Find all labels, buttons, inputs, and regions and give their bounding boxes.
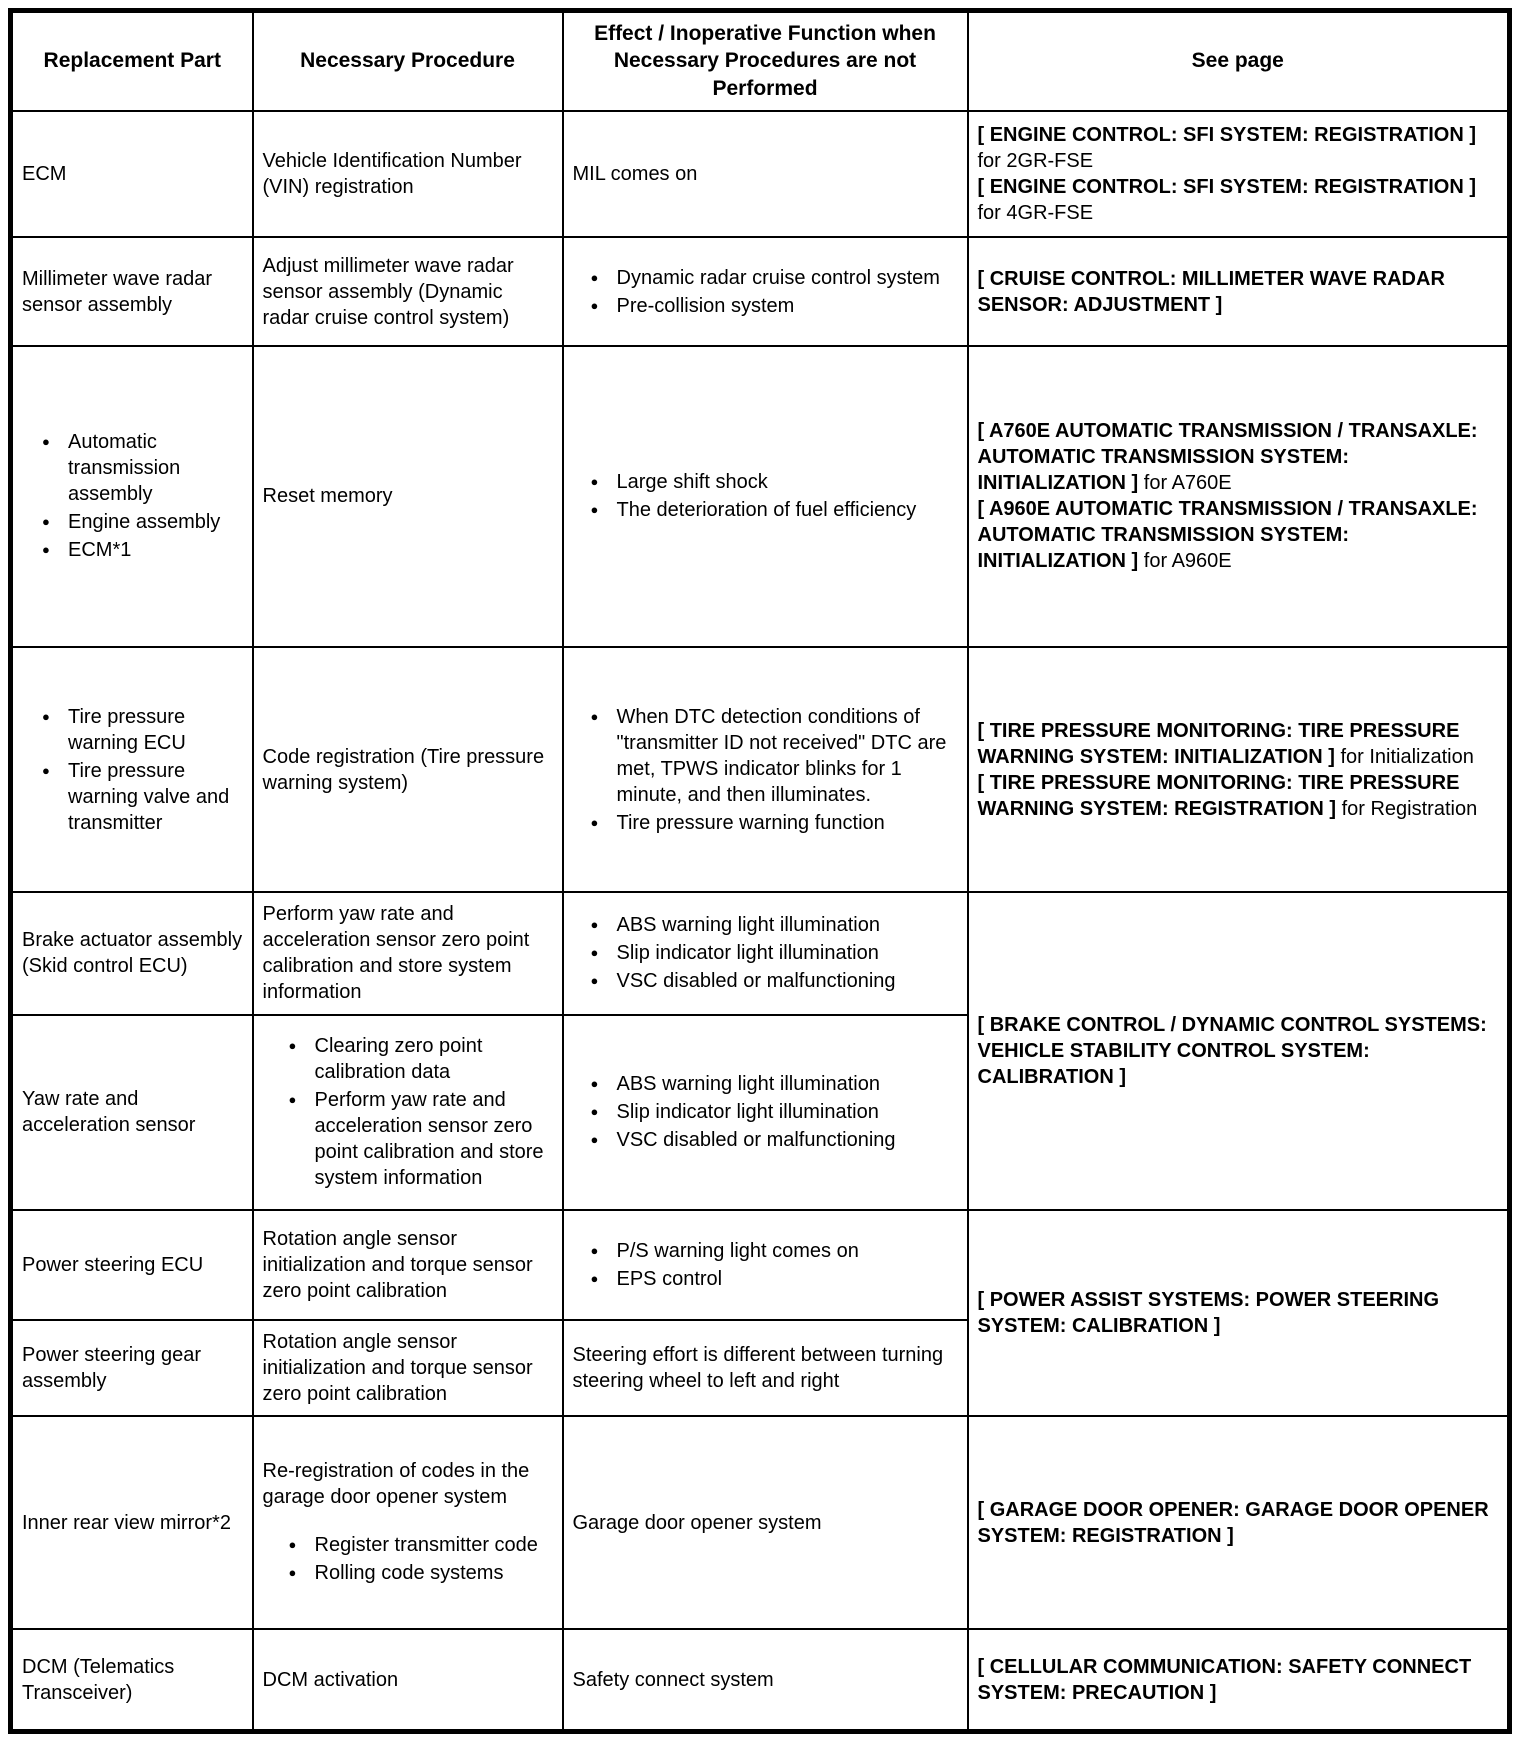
bullet-list	[22, 429, 243, 563]
reference-title: [ BRAKE CONTROL / DYNAMIC CONTROL SYSTEMS: VEHICLE STABILITY CONTROL SYSTEM: CALIBRATION ]	[977, 1014, 1487, 1089]
bullet-list	[263, 1033, 553, 1191]
bullet-icon: ●	[590, 1271, 599, 1287]
bullet-text: Large shift shock	[616, 471, 768, 494]
bullet-item	[589, 940, 958, 966]
bullet-text: P/S warning light comes on	[616, 1240, 859, 1263]
cell-text: Safety connect system	[572, 1668, 774, 1691]
reference	[978, 496, 1499, 574]
bullet-item	[589, 293, 958, 319]
see-page-refs	[978, 122, 1499, 226]
bullet-icon: ●	[590, 973, 599, 989]
cell-effect	[563, 237, 968, 345]
reference-title: [ ENGINE CONTROL: SFI SYSTEM: REGISTRATION ]	[977, 175, 1477, 198]
reference	[978, 1497, 1499, 1549]
cell-text: Vehicle Identification Number (VIN) registration	[262, 149, 522, 198]
reference-title: [ A960E AUTOMATIC TRANSMISSION / TRANSAXLE: AUTOMATIC TRANSMISSION SYSTEM: INITIALIZATION ]	[977, 498, 1478, 573]
reference-title: [ ENGINE CONTROL: SFI SYSTEM: REGISTRATION ]	[977, 123, 1477, 146]
cell-text: Power steering gear assembly	[22, 1344, 201, 1393]
bullet-item	[589, 497, 958, 523]
cell-necessary-procedure	[253, 1320, 563, 1416]
cell-necessary-procedure	[253, 647, 563, 892]
cell-text: ECM	[22, 162, 67, 185]
bullet-icon: ●	[590, 474, 599, 490]
cell-text: Garage door opener system	[572, 1511, 822, 1534]
see-page-refs	[978, 718, 1499, 822]
bullet-item	[40, 758, 243, 836]
table-row	[11, 237, 1510, 345]
cell-necessary-procedure	[253, 1015, 563, 1211]
reference-title: [ A760E AUTOMATIC TRANSMISSION / TRANSAXLE: AUTOMATIC TRANSMISSION SYSTEM: INITIALIZATION ]	[977, 420, 1478, 495]
bullet-item	[287, 1087, 553, 1191]
bullet-icon: ●	[42, 434, 50, 450]
table-row	[11, 892, 1510, 1015]
reference	[978, 1012, 1499, 1090]
table-body	[11, 111, 1510, 1732]
bullet-item	[589, 704, 958, 808]
cell-replacement-part	[11, 1416, 253, 1629]
cell-necessary-procedure	[253, 1629, 563, 1731]
bullet-text: ECM*1	[68, 539, 132, 562]
cell-effect	[563, 1210, 968, 1320]
bullet-item	[40, 704, 243, 756]
table-row	[11, 647, 1510, 892]
cell-text: Re-registration of codes in the garage door opener system	[262, 1459, 530, 1508]
cell-necessary-procedure	[253, 111, 563, 238]
bullet-icon: ●	[590, 1076, 599, 1092]
table-row	[11, 111, 1510, 238]
bullet-item	[40, 429, 243, 507]
cell-replacement-part	[11, 1629, 253, 1731]
replacement-parts-table	[8, 8, 1512, 1734]
cell-necessary-procedure	[253, 346, 563, 648]
bullet-icon: ●	[288, 1564, 297, 1580]
cell-text: Inner rear view mirror*2	[22, 1511, 231, 1534]
cell-see-page	[968, 111, 1510, 238]
cell-necessary-procedure	[253, 1210, 563, 1320]
bullet-icon: ●	[590, 502, 599, 518]
cell-necessary-procedure	[253, 1416, 563, 1629]
see-page-refs	[978, 266, 1499, 318]
bullet-item	[589, 1266, 958, 1292]
reference-suffix: for Initialization	[1334, 745, 1474, 768]
bullet-text: Rolling code systems	[314, 1561, 504, 1584]
bullet-list	[263, 1532, 553, 1586]
bullet-text: Tire pressure warning function	[616, 811, 885, 834]
table-row	[11, 1629, 1510, 1731]
bullet-icon: ●	[288, 1038, 297, 1054]
reference-suffix: for A960E	[1138, 550, 1232, 573]
cell-see-page	[968, 1416, 1510, 1629]
cell-text: MIL comes on	[572, 162, 698, 185]
cell-effect	[563, 647, 968, 892]
bullet-item	[40, 537, 243, 563]
cell-see-page	[968, 647, 1510, 892]
bullet-item	[589, 810, 958, 836]
reference	[978, 122, 1499, 174]
cell-text: Steering effort is different between turning steering wheel to left and right	[572, 1344, 944, 1393]
reference-title: [ CELLULAR COMMUNICATION: SAFETY CONNECT SYSTEM: PRECAUTION ]	[977, 1655, 1472, 1704]
cell-see-page	[968, 892, 1510, 1210]
cell-text: Perform yaw rate and acceleration sensor zero point calibration and store system information	[262, 903, 530, 1004]
bullet-list	[573, 1238, 958, 1292]
bullet-text: Slip indicator light illumination	[616, 1101, 879, 1124]
reference	[978, 718, 1499, 770]
bullet-list	[573, 469, 958, 523]
bullet-text: Slip indicator light illumination	[616, 942, 879, 965]
bullet-text: Dynamic radar cruise control system	[616, 266, 940, 289]
reference-title: [ TIRE PRESSURE MONITORING: TIRE PRESSURE WARNING SYSTEM: REGISTRATION ]	[977, 771, 1460, 820]
bullet-icon: ●	[590, 708, 599, 724]
bullet-icon: ●	[590, 814, 599, 830]
header-necessary-procedure: Necessary Procedure	[253, 11, 563, 111]
bullet-item	[589, 1071, 958, 1097]
cell-replacement-part	[11, 1015, 253, 1211]
bullet-item	[287, 1560, 553, 1586]
see-page-refs	[978, 1497, 1499, 1549]
bullet-icon: ●	[42, 708, 50, 724]
cell-effect	[563, 1320, 968, 1416]
cell-replacement-part	[11, 237, 253, 345]
reference-title: [ CRUISE CONTROL: MILLIMETER WAVE RADAR SENSOR: ADJUSTMENT ]	[977, 267, 1445, 316]
reference-suffix: for Registration	[1336, 797, 1478, 820]
bullet-text: Pre-collision system	[616, 294, 795, 317]
reference-title: [ TIRE PRESSURE MONITORING: TIRE PRESSURE WARNING SYSTEM: INITIALIZATION ]	[977, 719, 1460, 768]
bullet-list	[573, 265, 958, 319]
bullet-text: ABS warning light illumination	[616, 1073, 880, 1096]
see-page-refs	[978, 1654, 1499, 1706]
bullet-text: Register transmitter code	[314, 1533, 538, 1556]
cell-text: Reset memory	[262, 485, 393, 508]
bullet-text: The deterioration of fuel efficiency	[616, 499, 917, 522]
reference-title: [ POWER ASSIST SYSTEMS: POWER STEERING SYSTEM: CALIBRATION ]	[977, 1289, 1440, 1338]
bullet-list	[573, 912, 958, 994]
header-replacement-part: Replacement Part	[11, 11, 253, 111]
cell-text: Brake actuator assembly (Skid control ECU)	[22, 929, 243, 978]
cell-replacement-part	[11, 1210, 253, 1320]
cell-replacement-part	[11, 892, 253, 1015]
bullet-text: VSC disabled or malfunctioning	[616, 970, 896, 993]
cell-effect	[563, 1416, 968, 1629]
cell-effect	[563, 892, 968, 1015]
cell-see-page	[968, 237, 1510, 345]
bullet-text: VSC disabled or malfunctioning	[616, 1129, 896, 1152]
cell-text: Rotation angle sensor initialization and torque sensor zero point calibration	[262, 1228, 533, 1303]
reference	[978, 1654, 1499, 1706]
reference	[978, 418, 1499, 496]
header-row	[11, 11, 1510, 111]
reference	[978, 266, 1499, 318]
bullet-icon: ●	[590, 1132, 599, 1148]
cell-text: Code registration (Tire pressure warning system)	[262, 745, 545, 794]
bullet-icon: ●	[590, 297, 599, 313]
bullet-item	[589, 912, 958, 938]
cell-see-page	[968, 1629, 1510, 1731]
bullet-item	[40, 509, 243, 535]
bullet-item	[287, 1532, 553, 1558]
bullet-text: When DTC detection conditions of "transmitter ID not received" DTC are met, TPWS indicator blinks for 1 minute, and then illuminates.	[616, 705, 947, 806]
see-page-refs	[978, 418, 1499, 574]
bullet-item	[589, 469, 958, 495]
bullet-text: EPS control	[616, 1268, 723, 1291]
header-see-page: See page	[968, 11, 1510, 111]
bullet-icon: ●	[288, 1092, 297, 1108]
cell-replacement-part	[11, 1320, 253, 1416]
bullet-text: Perform yaw rate and acceleration sensor zero point calibration and store system information	[314, 1089, 544, 1190]
bullet-list	[573, 1071, 958, 1153]
bullet-text: Engine assembly	[68, 511, 221, 534]
bullet-icon: ●	[590, 917, 599, 933]
bullet-text: Automatic transmission assembly	[68, 431, 181, 506]
cell-replacement-part	[11, 647, 253, 892]
reference	[978, 174, 1499, 226]
bullet-icon: ●	[590, 1104, 599, 1120]
see-page-refs	[978, 1287, 1499, 1339]
cell-replacement-part	[11, 111, 253, 238]
bullet-text: ABS warning light illumination	[616, 914, 880, 937]
cell-text: Power steering ECU	[22, 1254, 204, 1277]
bullet-text: Tire pressure warning valve and transmitter	[68, 759, 230, 834]
bullet-text: Tire pressure warning ECU	[68, 705, 186, 754]
reference	[978, 770, 1499, 822]
bullet-list	[22, 704, 243, 836]
bullet-item	[589, 1238, 958, 1264]
reference-title: [ GARAGE DOOR OPENER: GARAGE DOOR OPENER SYSTEM: REGISTRATION ]	[977, 1498, 1489, 1547]
bullet-item	[287, 1033, 553, 1085]
bullet-item	[589, 968, 958, 994]
cell-effect	[563, 1015, 968, 1211]
bullet-icon: ●	[288, 1536, 297, 1552]
reference-suffix: for 2GR-FSE	[977, 149, 1094, 172]
cell-necessary-procedure	[253, 892, 563, 1015]
bullet-item	[589, 1099, 958, 1125]
reference	[978, 1287, 1499, 1339]
cell-text: Rotation angle sensor initialization and torque sensor zero point calibration	[262, 1331, 533, 1406]
bullet-icon: ●	[42, 542, 50, 558]
bullet-icon: ●	[42, 514, 50, 530]
cell-text: DCM (Telematics Transceiver)	[22, 1655, 175, 1704]
table-row	[11, 346, 1510, 648]
bullet-item	[589, 265, 958, 291]
bullet-icon: ●	[590, 945, 599, 961]
cell-text: DCM activation	[262, 1668, 399, 1691]
bullet-item	[589, 1127, 958, 1153]
cell-text: Millimeter wave radar sensor assembly	[22, 267, 213, 316]
cell-necessary-procedure	[253, 237, 563, 345]
bullet-icon: ●	[42, 762, 50, 778]
table-row	[11, 1416, 1510, 1629]
cell-see-page	[968, 346, 1510, 648]
reference-suffix: for A760E	[1138, 472, 1232, 495]
cell-replacement-part	[11, 346, 253, 648]
table-row	[11, 1210, 1510, 1320]
cell-effect	[563, 1629, 968, 1731]
reference-suffix: for 4GR-FSE	[977, 201, 1094, 224]
cell-text: Yaw rate and acceleration sensor	[22, 1088, 196, 1137]
bullet-list	[573, 704, 958, 836]
cell-effect	[563, 111, 968, 238]
cell-text: Adjust millimeter wave radar sensor assembly (Dynamic radar cruise control system)	[262, 254, 514, 329]
cell-effect	[563, 346, 968, 648]
header-effect-inoperative-function: Effect / Inoperative Function when Necessary Procedures are not Performed	[563, 11, 968, 111]
cell-see-page	[968, 1210, 1510, 1416]
bullet-icon: ●	[590, 1243, 599, 1259]
bullet-text: Clearing zero point calibration data	[314, 1035, 483, 1084]
bullet-icon: ●	[590, 269, 599, 285]
see-page-refs	[978, 1012, 1499, 1090]
